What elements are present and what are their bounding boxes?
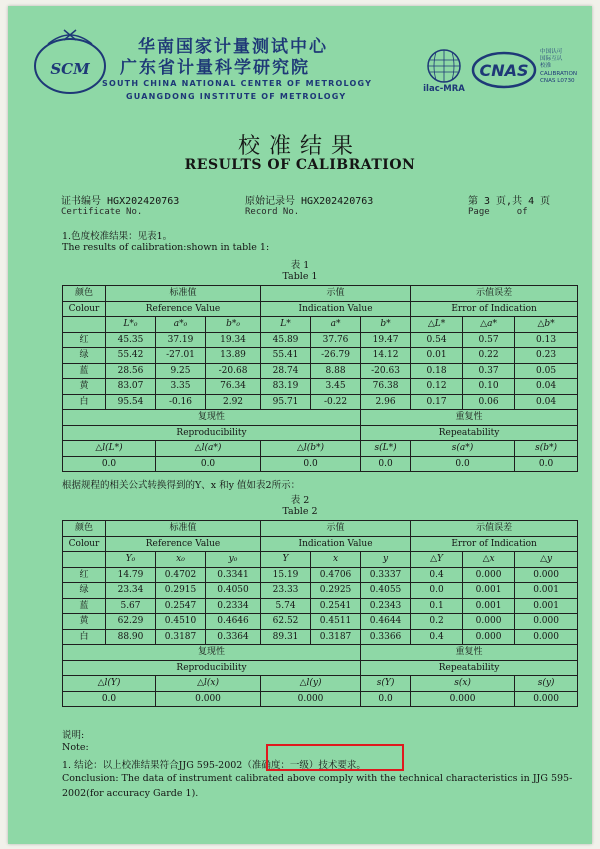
repeat-value: 0.0 [515,456,578,472]
value-cell: 28.74 [261,363,311,379]
table-row [63,394,578,410]
value-cell: 0.2541 [311,598,361,614]
reproducibility-header-en: Reproducibility [63,660,361,676]
column-header: △x [463,552,515,568]
value-cell: 0.57 [463,332,515,348]
value-cell: 0.05 [515,363,578,379]
indication-header-en: Indication Value [261,301,411,317]
accuracy-highlight-box [266,744,404,771]
record-no-value: HGX202420763 [301,196,374,207]
repeat-value: 0.000 [411,691,515,707]
org-name-en-2: GUANGDONG INSTITUTE OF METROLOGY [126,92,347,101]
reference-header-en: Reference Value [106,536,261,552]
table-row [63,348,578,364]
repeat-header: s(Y) [361,676,411,692]
certificate-no-value: HGX202420763 [107,196,180,207]
value-cell: -26.79 [311,348,361,364]
column-header: x [311,552,361,568]
value-cell: 0.3364 [206,629,261,645]
value-cell: 0.3187 [311,629,361,645]
note-label-en: Note: [62,742,89,753]
value-cell: 0.000 [515,567,578,583]
value-cell: 0.17 [411,394,463,410]
repro-header: △l(y) [261,676,361,692]
value-cell: 0.2547 [156,598,206,614]
value-cell: 76.38 [361,379,411,395]
repro-header: △l(a*) [156,441,261,457]
repeat-value: 0.0 [411,456,515,472]
value-cell: 2.92 [206,394,261,410]
table2 [62,520,578,707]
column-header: Y₀ [106,552,156,568]
repeat-value: 0.0 [361,456,411,472]
value-cell: 0.4702 [156,567,206,583]
colour-header-cn: 颜色 [63,521,106,537]
table-row [63,567,578,583]
note-label-cn: 说明: [62,730,85,741]
column-header: y [361,552,411,568]
value-cell: 83.19 [261,379,311,395]
table1-body [63,332,578,410]
colour-cell: 红 [63,567,106,583]
value-cell: -20.68 [206,363,261,379]
value-cell: 2.96 [361,394,411,410]
value-cell: 15.19 [261,567,311,583]
section1-en: The results of calibration:shown in table 1: [62,242,270,253]
value-cell: 0.01 [411,348,463,364]
table-row [63,629,578,645]
scm-logo-text: SCM [50,60,90,78]
repro-header: △l(L*) [63,441,156,457]
value-cell: 0.4511 [311,614,361,630]
column-header: L* [261,317,311,333]
value-cell: 9.25 [156,363,206,379]
repro-value: 0.0 [261,456,361,472]
column-header: b*₀ [206,317,261,333]
value-cell: 0.04 [515,379,578,395]
table2-body [63,567,578,645]
cnas-logo-text: CNAS [479,61,529,80]
value-cell: 5.74 [261,598,311,614]
repeatability-header-cn: 重复性 [361,410,578,426]
value-cell: 3.45 [311,379,361,395]
repro-header: △l(b*) [261,441,361,457]
colour-cell: 绿 [63,583,106,599]
certificate-number [61,192,179,207]
colour-cell: 蓝 [63,363,106,379]
value-cell: 0.001 [463,598,515,614]
value-cell: 45.89 [261,332,311,348]
value-cell: 0.001 [515,583,578,599]
reproducibility-header-cn: 复现性 [63,645,361,661]
value-cell: 19.47 [361,332,411,348]
ilac-mra-logo [418,48,470,94]
cnas-side-line: 中国认可 [540,49,563,55]
value-cell: 0.3366 [361,629,411,645]
value-cell: 0.0 [411,583,463,599]
org-name-cn-1: 华南国家计量测试中心 [138,37,328,57]
value-cell: 0.4055 [361,583,411,599]
value-cell: -20.63 [361,363,411,379]
value-cell: 62.29 [106,614,156,630]
record-number [245,192,373,207]
value-cell: 83.07 [106,379,156,395]
value-cell: 0.000 [515,629,578,645]
value-cell: -0.22 [311,394,361,410]
repeat-value: 0.000 [515,691,578,707]
value-cell: 0.2 [411,614,463,630]
page-of-label: of [516,207,528,217]
ilac-logo-text: ilac-MRA [423,84,465,94]
value-cell: 95.71 [261,394,311,410]
value-cell: 0.4644 [361,614,411,630]
value-cell: 0.22 [463,348,515,364]
column-header: △b* [515,317,578,333]
colour-cell: 白 [63,629,106,645]
column-header: △y [515,552,578,568]
repro-header: △l(x) [156,676,261,692]
blank-cell [63,317,106,333]
table-row [63,363,578,379]
value-cell: 55.41 [261,348,311,364]
value-cell: -0.16 [156,394,206,410]
value-cell: 13.89 [206,348,261,364]
title-cn: 校准结果 [237,134,362,159]
error-header-cn: 示值误差 [411,521,578,537]
value-cell: 37.19 [156,332,206,348]
column-header: △a* [463,317,515,333]
table1-caption-cn: 表 1 [290,260,310,271]
reproducibility-header-en: Reproducibility [63,425,361,441]
table-row [63,583,578,599]
table2-caption-cn: 表 2 [290,495,310,506]
record-label-en: Record No. [245,207,300,217]
value-cell: 0.3187 [156,629,206,645]
indication-header-cn: 示值 [261,286,411,302]
colour-header-en: Colour [63,536,106,552]
value-cell: 0.2925 [311,583,361,599]
value-cell: 0.3337 [361,567,411,583]
indication-header-en: Indication Value [261,536,411,552]
org-name-cn-2: 广东省计量科学研究院 [120,58,310,78]
table2-caption-en: Table 2 [282,506,318,517]
page-number-en [468,207,528,217]
table-row [63,598,578,614]
value-cell: 0.000 [463,614,515,630]
value-cell: 55.42 [106,348,156,364]
repro-value: 0.0 [156,456,261,472]
value-cell: 0.12 [411,379,463,395]
column-header: △L* [411,317,463,333]
colour-cell: 黄 [63,614,106,630]
cnas-side-line: CNAS L0730 [540,77,575,84]
column-header: b* [361,317,411,333]
value-cell: 23.33 [261,583,311,599]
value-cell: 0.1 [411,598,463,614]
colour-cell: 黄 [63,379,106,395]
value-cell: 0.4 [411,629,463,645]
value-cell: 0.000 [463,567,515,583]
section2-cn: 根据规程的相关公式转换得到的Y、x 和y 值如表2所示： [62,480,301,491]
conclusion-en-line1: Conclusion: The data of instrument calibrated above comply with the technical characteristics in JJG 595- [62,773,573,784]
value-cell: 95.54 [106,394,156,410]
title-en: RESULTS OF CALIBRATION [184,157,416,173]
colour-header-cn: 颜色 [63,286,106,302]
colour-cell: 蓝 [63,598,106,614]
value-cell: 0.06 [463,394,515,410]
value-cell: 23.34 [106,583,156,599]
value-cell: 8.88 [311,363,361,379]
value-cell: 89.31 [261,629,311,645]
value-cell: 14.79 [106,567,156,583]
column-header: △Y [411,552,463,568]
repro-header: △l(Y) [63,676,156,692]
cnas-logo [471,50,537,90]
colour-cell: 白 [63,394,106,410]
certificate-sheet [8,6,592,844]
certificate-label-cn: 证书编号 [61,196,101,207]
repeatability-header-en: Repeatability [361,660,578,676]
value-cell: 0.4 [411,567,463,583]
value-cell: 3.35 [156,379,206,395]
value-cell: 0.000 [515,614,578,630]
column-header: y₀ [206,552,261,568]
value-cell: 0.13 [515,332,578,348]
repeat-header: s(x) [411,676,515,692]
column-header: Y [261,552,311,568]
org-name-en-1: SOUTH CHINA NATIONAL CENTER OF METROLOGY [102,79,373,88]
repeat-header: s(y) [515,676,578,692]
table-row [63,332,578,348]
repro-value: 0.0 [63,691,156,707]
repeatability-header-en: Repeatability [361,425,578,441]
cnas-side-line: 国际互认 [540,56,563,63]
value-cell: 0.04 [515,394,578,410]
value-cell: 14.12 [361,348,411,364]
table-row [63,379,578,395]
error-header-en: Error of Indication [411,536,578,552]
error-header-cn: 示值误差 [411,286,578,302]
reference-header-cn: 标准值 [106,521,261,537]
column-header: L*₀ [106,317,156,333]
reproducibility-header-cn: 复现性 [63,410,361,426]
conclusion-en-line2: 2002(for accuracy Garde 1). [62,788,199,799]
reference-header-cn: 标准值 [106,286,261,302]
colour-cell: 绿 [63,348,106,364]
column-header: x₀ [156,552,206,568]
repeatability-header-cn: 重复性 [361,645,578,661]
value-cell: 0.000 [463,629,515,645]
record-label-cn: 原始记录号 [245,196,295,207]
repeat-value: 0.0 [361,691,411,707]
value-cell: 28.56 [106,363,156,379]
indication-header-cn: 示值 [261,521,411,537]
table1 [62,285,578,472]
value-cell: 0.4706 [311,567,361,583]
page-label: Page [468,207,490,217]
value-cell: 0.4510 [156,614,206,630]
value-cell: 88.90 [106,629,156,645]
value-cell: 0.001 [463,583,515,599]
blank-cell [63,552,106,568]
certificate-label-en: Certificate No. [61,207,143,217]
value-cell: 0.2334 [206,598,261,614]
section1-cn: 1.色度校准结果：见表1。 [62,231,173,242]
value-cell: 62.52 [261,614,311,630]
value-cell: 19.34 [206,332,261,348]
reference-header-en: Reference Value [106,301,261,317]
repro-value: 0.000 [156,691,261,707]
table1-caption-en: Table 1 [282,271,318,282]
repro-value: 0.000 [261,691,361,707]
cnas-side-line: CALIBRATION [540,70,578,77]
value-cell: 0.23 [515,348,578,364]
column-header: a*₀ [156,317,206,333]
cnas-side-line: 校准 [540,63,552,70]
scm-logo [30,24,110,100]
table-row [63,614,578,630]
value-cell: 5.67 [106,598,156,614]
value-cell: 0.54 [411,332,463,348]
page-number-cn: 第 3 页,共 4 页 [468,196,551,207]
value-cell: 0.001 [515,598,578,614]
cnas-accreditation-text [540,49,577,85]
value-cell: 45.35 [106,332,156,348]
value-cell: -27.01 [156,348,206,364]
repro-value: 0.0 [63,456,156,472]
value-cell: 0.10 [463,379,515,395]
value-cell: 0.2343 [361,598,411,614]
repeat-header: s(L*) [361,441,411,457]
value-cell: 0.37 [463,363,515,379]
value-cell: 0.4050 [206,583,261,599]
value-cell: 76.34 [206,379,261,395]
conclusion-cn: 1. 结论：以上校准结果符合JJG 595-2002（准确度：一级）技术要求。 [62,760,366,771]
value-cell: 0.4646 [206,614,261,630]
error-header-en: Error of Indication [411,301,578,317]
repeat-header: s(a*) [411,441,515,457]
column-header: a* [311,317,361,333]
colour-header-en: Colour [63,301,106,317]
value-cell: 37.76 [311,332,361,348]
value-cell: 0.2915 [156,583,206,599]
repeat-header: s(b*) [515,441,578,457]
colour-cell: 红 [63,332,106,348]
value-cell: 0.18 [411,363,463,379]
value-cell: 0.3341 [206,567,261,583]
